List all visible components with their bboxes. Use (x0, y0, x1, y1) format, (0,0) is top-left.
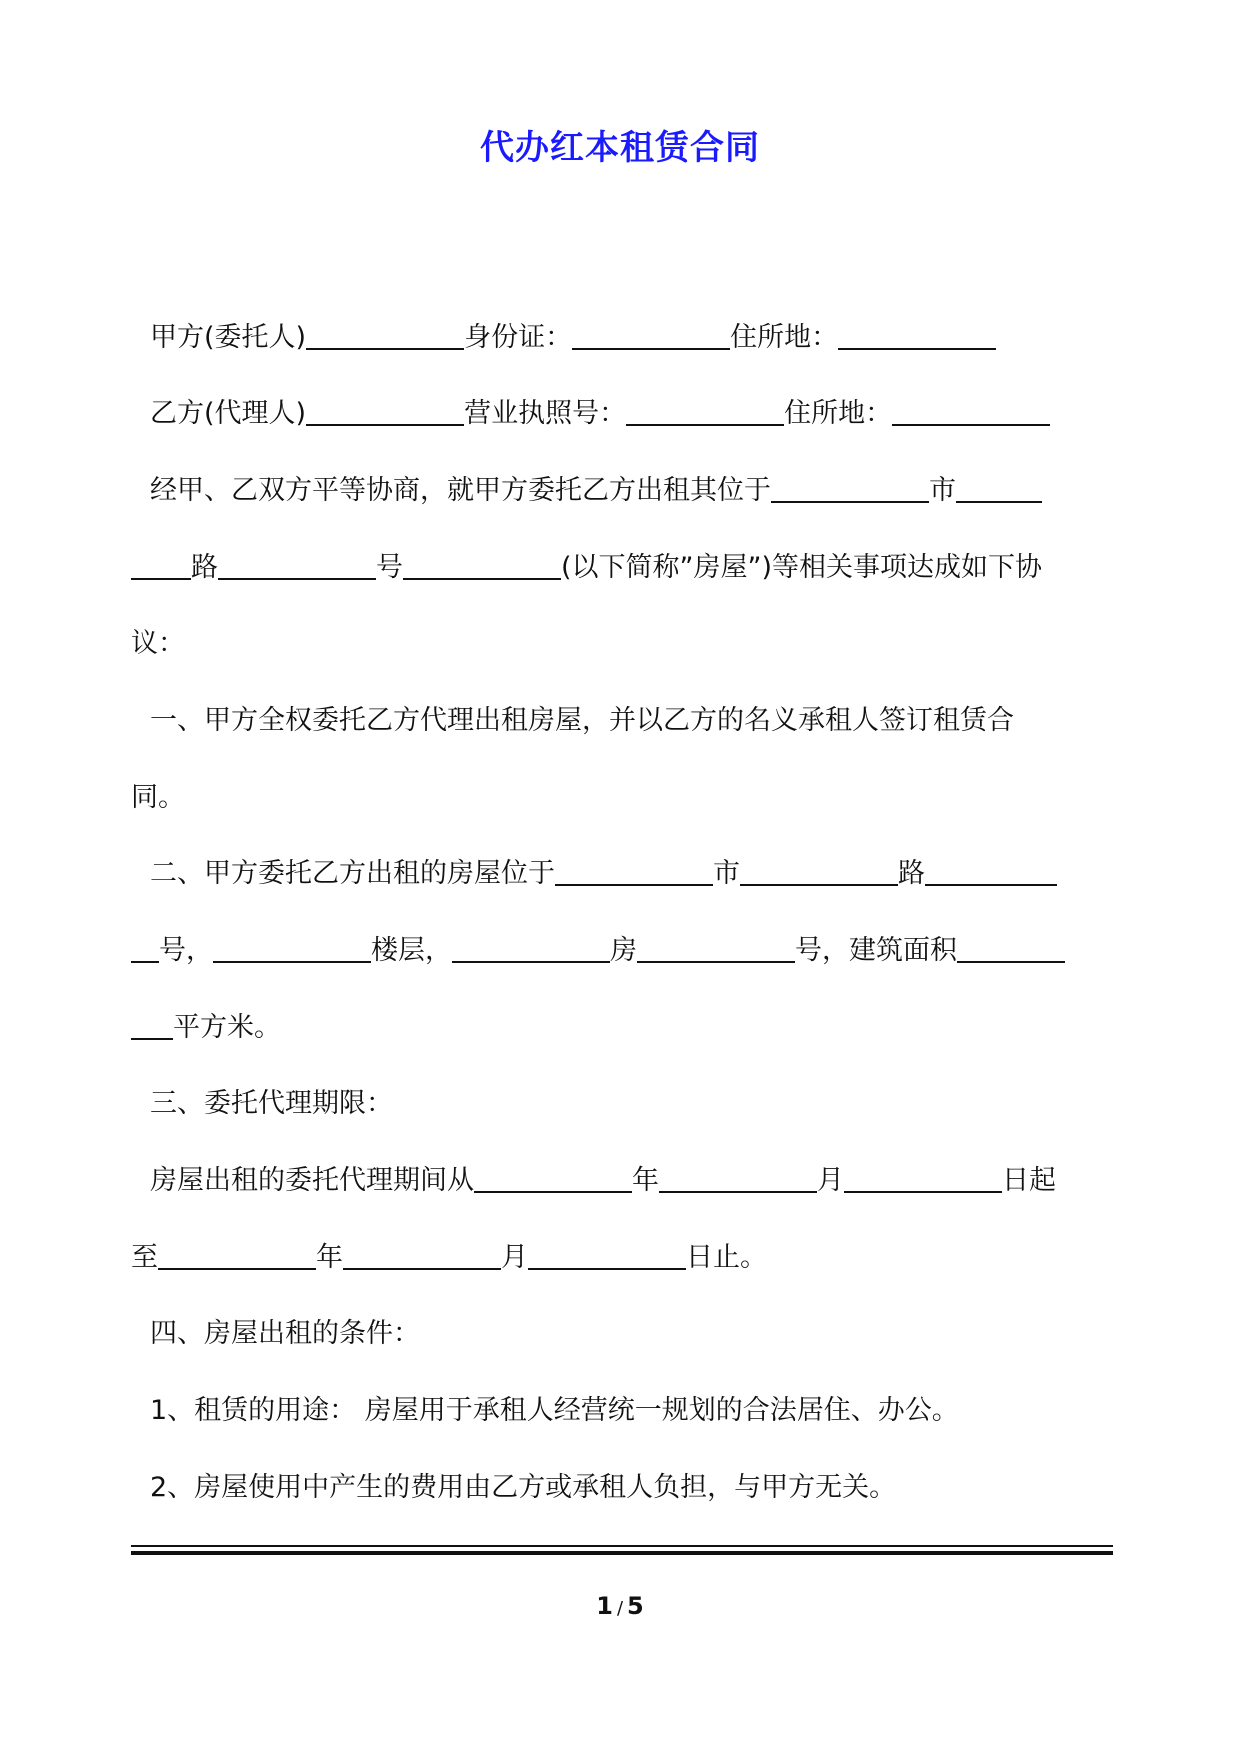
preamble-road-label: 路 (191, 552, 218, 583)
clause-3-heading (131, 1084, 1130, 1124)
preamble-line-3 (131, 624, 1111, 664)
end-month-blank (343, 1238, 501, 1270)
end-day-blank (528, 1238, 686, 1270)
end-day-label: 日止。 (686, 1242, 767, 1273)
party-b-address-blank (892, 394, 1050, 426)
party-a-id-blank (572, 318, 730, 350)
preamble-text-end: 议： (131, 628, 185, 659)
clause-4-item-1 (131, 1391, 1130, 1431)
clause-2-area-blank (957, 931, 1065, 963)
party-b-license-blank (626, 394, 784, 426)
clause-2-room-label: 房 (610, 935, 637, 966)
party-b-line (131, 394, 1130, 434)
start-month-label: 月 (817, 1165, 844, 1196)
start-day-label: 日起 (1002, 1165, 1056, 1196)
start-day-blank (844, 1161, 1002, 1193)
preamble-road-blank (218, 548, 376, 580)
party-a-id-label: 身份证： (464, 322, 573, 353)
preamble-number-label: 号 (376, 552, 403, 583)
start-year-blank (474, 1161, 632, 1193)
clause-2-floor-label: 楼层， (371, 935, 452, 966)
party-a-label: 甲方(委托人) (150, 322, 307, 353)
party-a-address-blank (838, 318, 996, 350)
clause-4-item-2 (131, 1468, 1130, 1508)
end-year-blank (158, 1238, 316, 1270)
clause-2-district-blank (740, 854, 898, 886)
clause-2-area-label: 号，建筑面积 (795, 935, 957, 966)
preamble-district-blank (956, 471, 1042, 503)
clause-2-line-1 (131, 854, 1130, 894)
clause-2-road-blank (925, 854, 1057, 886)
clause-2-text: 二、甲方委托乙方出租的房屋位于 (150, 858, 555, 889)
clause-3-line-2 (131, 1238, 1111, 1278)
clause-2-area-blank-cont (131, 1008, 173, 1040)
clause-2-city-blank (555, 854, 713, 886)
party-b-address-label: 住所地： (784, 398, 893, 429)
preamble-district-blank-cont (131, 548, 191, 580)
clause-4-item-1-text: 1、租赁的用途： 房屋用于承租人经营统一规划的合法居住、办公。 (150, 1395, 959, 1426)
document-title: 代办红本租赁合同 (480, 128, 760, 168)
party-a-line (131, 318, 1130, 358)
clause-2-number-label: 号， (159, 935, 213, 966)
preamble-line-1 (131, 471, 1130, 511)
clause-2-city-label: 市 (713, 858, 740, 889)
clause-2-line-3 (131, 1008, 1111, 1048)
page-separator: / (616, 1598, 624, 1619)
party-b-label: 乙方(代理人) (150, 398, 307, 429)
preamble-city-blank (771, 471, 929, 503)
party-b-license-label: 营业执照号： (464, 398, 627, 429)
clause-2-line-2 (131, 931, 1111, 971)
clause-1-text: 一、甲方全权委托乙方代理出租房屋，并以乙方的名义承租人签订租赁合 (150, 705, 1014, 736)
start-year-label: 年 (632, 1165, 659, 1196)
preamble-number-blank (403, 548, 561, 580)
clause-3-title: 三、委托代理期限： (150, 1088, 393, 1119)
end-prefix: 至 (131, 1242, 158, 1273)
clause-2-road-label: 路 (898, 858, 925, 889)
start-month-blank (659, 1161, 817, 1193)
clause-2-floor-blank (213, 931, 371, 963)
clause-4-item-2-text: 2、房屋使用中产生的费用由乙方或承租人负担，与甲方无关。 (150, 1472, 897, 1503)
total-pages: 5 (627, 1592, 644, 1620)
clause-2-room-blank (452, 931, 610, 963)
page-indicator (0, 1592, 1240, 1620)
clause-2-road-blank-cont (131, 931, 159, 963)
preamble-text: 经甲、乙双方平等协商，就甲方委托乙方出租其位于 (150, 475, 771, 506)
party-b-name-blank (306, 394, 464, 426)
party-a-name-blank (306, 318, 464, 350)
clause-1-text-end: 同。 (131, 782, 185, 813)
party-a-address-label: 住所地： (730, 322, 839, 353)
clause-2-roomno-blank (637, 931, 795, 963)
clause-4-heading (131, 1314, 1130, 1354)
clause-2-area-unit: 平方米。 (173, 1012, 281, 1043)
clause-1-line-2 (131, 778, 1111, 818)
clause-3-line-1 (131, 1161, 1130, 1201)
preamble-line-2 (131, 548, 1111, 588)
preamble-text-cont: (以下简称”房屋”)等相关事项达成如下协 (561, 552, 1043, 583)
clause-4-title: 四、房屋出租的条件： (150, 1318, 420, 1349)
end-month-label: 月 (501, 1242, 528, 1273)
clause-3-text: 房屋出租的委托代理期间从 (150, 1165, 474, 1196)
end-year-label: 年 (316, 1242, 343, 1273)
clause-1-line-1 (131, 701, 1130, 741)
footer-rule-thick (131, 1551, 1113, 1555)
current-page: 1 (596, 1592, 613, 1620)
preamble-city-label: 市 (929, 475, 956, 506)
footer-rule-thin (131, 1545, 1113, 1547)
